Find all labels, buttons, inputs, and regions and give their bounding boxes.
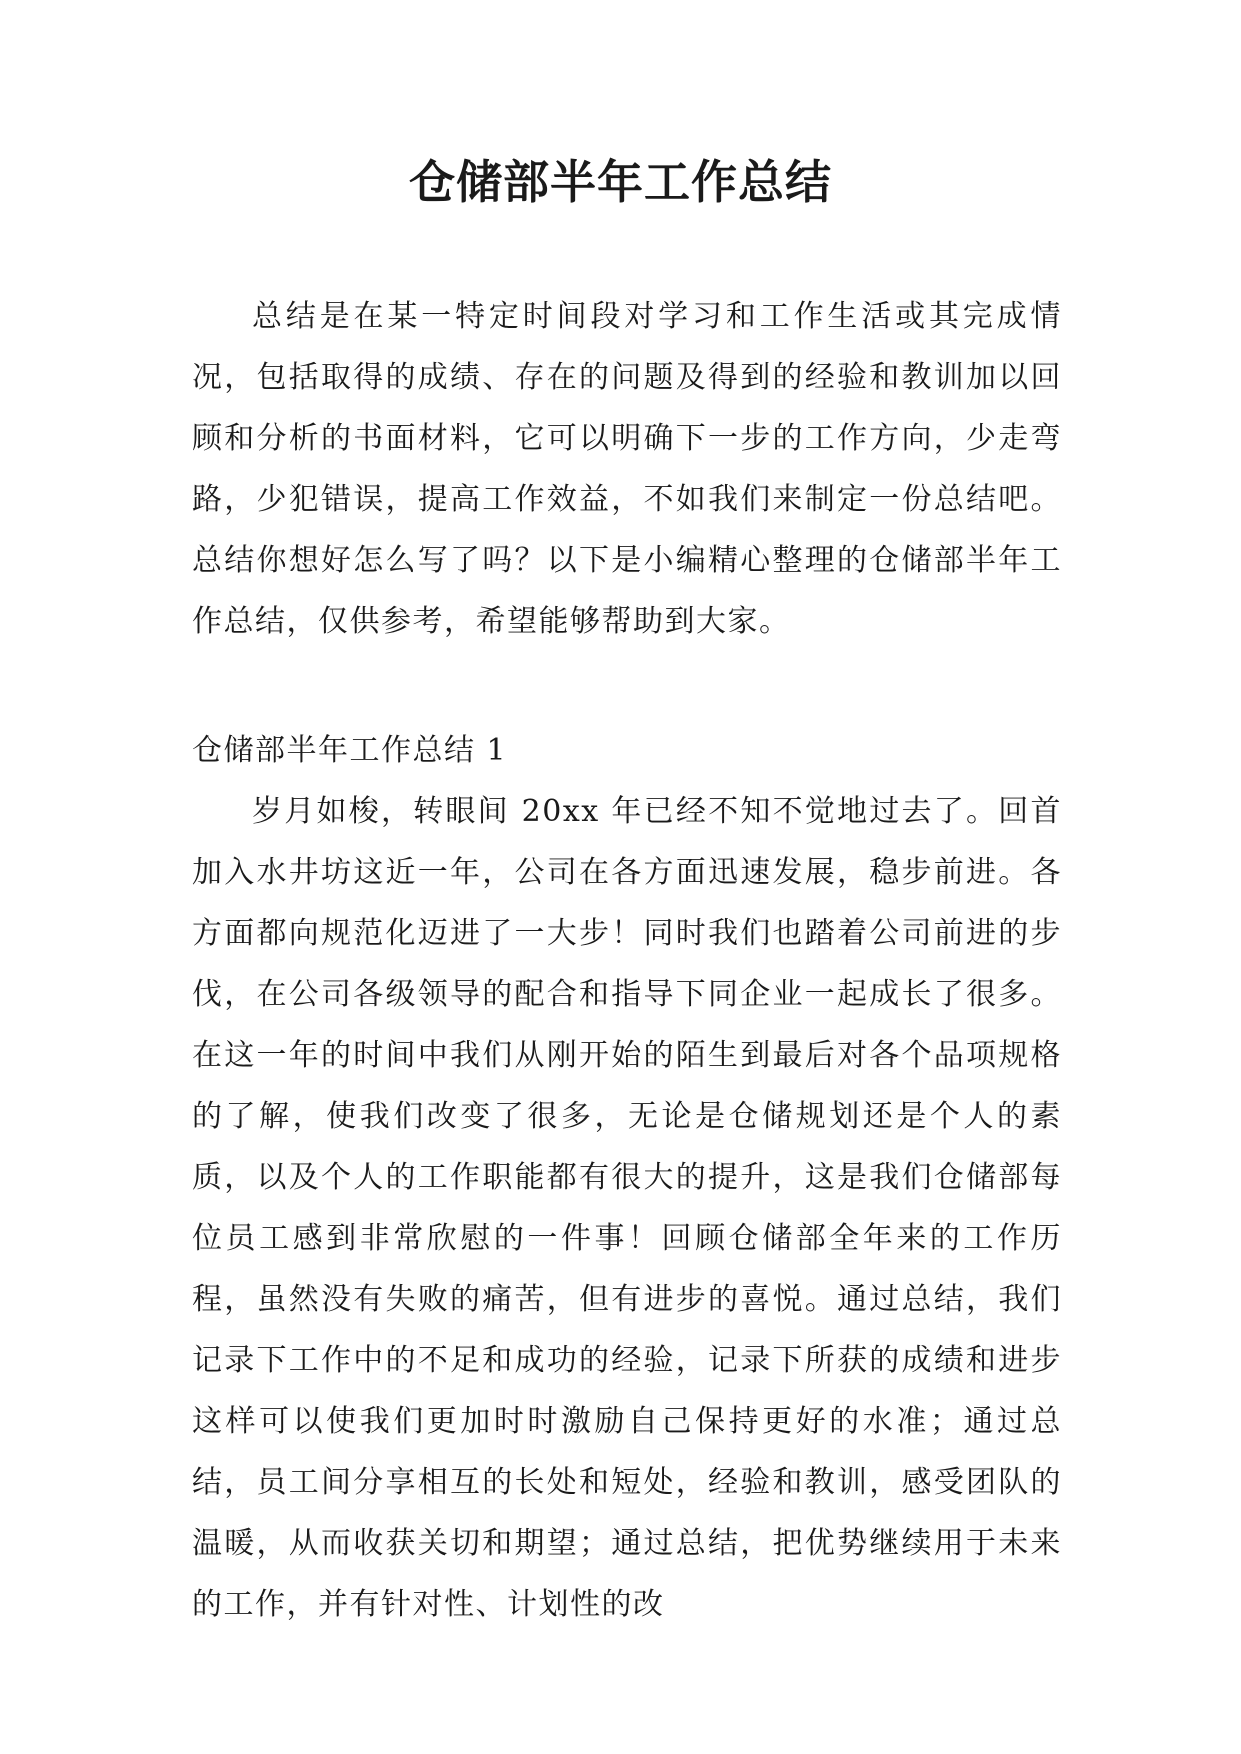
section-paragraph: 岁月如梭，转眼间 20xx 年已经不知不觉地过去了。回首加入水井坊这近一年，公司在各方面迅速发展，稳步前进。各方面都向规范化迈进了一大步！同时我们也踏着公司前进的步伐，在公司各级领导的配合和指导下同企业一起成长了很多。在这一年的时间中我们从刚开始的陌生到最后对各个品项规格的了解，使我们改变了很多，无论是仓储规划还是个人的素质，以及个人的工作职能都有很大的提升，这是我们仓储部每位员工感到非常欣慰的一件事！回顾仓储部全年来的工作历程，虽然没有失败的痛苦，但有进步的喜悦。通过总结，我们记录下工作中的不足和成功的经验，记录下所获的成绩和进步这样可以使我们更加时时激励自己保持更好的水准；通过总结，员工间分享相互的长处和短处，经验和教训，感受团队的温暖，从而收获关切和期望；通过总结，把优势继续用于未来的工作，并有针对性、计划性的改 [192,794,1062,1622]
intro-paragraph: 总结是在某一特定时间段对学习和工作生活或其完成情况，包括取得的成绩、存在的问题及得到的经验和教训加以回顾和分析的书面材料，它可以明确下一步的工作方向，少走弯路，少犯错误，提高工作效益，不如我们来制定一份总结吧。总结你想好怎么写了吗？以下是小编精心整理的仓储部半年工作总结，仅供参考，希望能够帮助到大家。 [192,299,1062,639]
paragraph-gap [192,652,1062,720]
section-heading: 仓储部半年工作总结 1 [192,733,508,768]
document-title: 仓储部半年工作总结 [409,155,832,209]
document-body [192,286,1062,1635]
